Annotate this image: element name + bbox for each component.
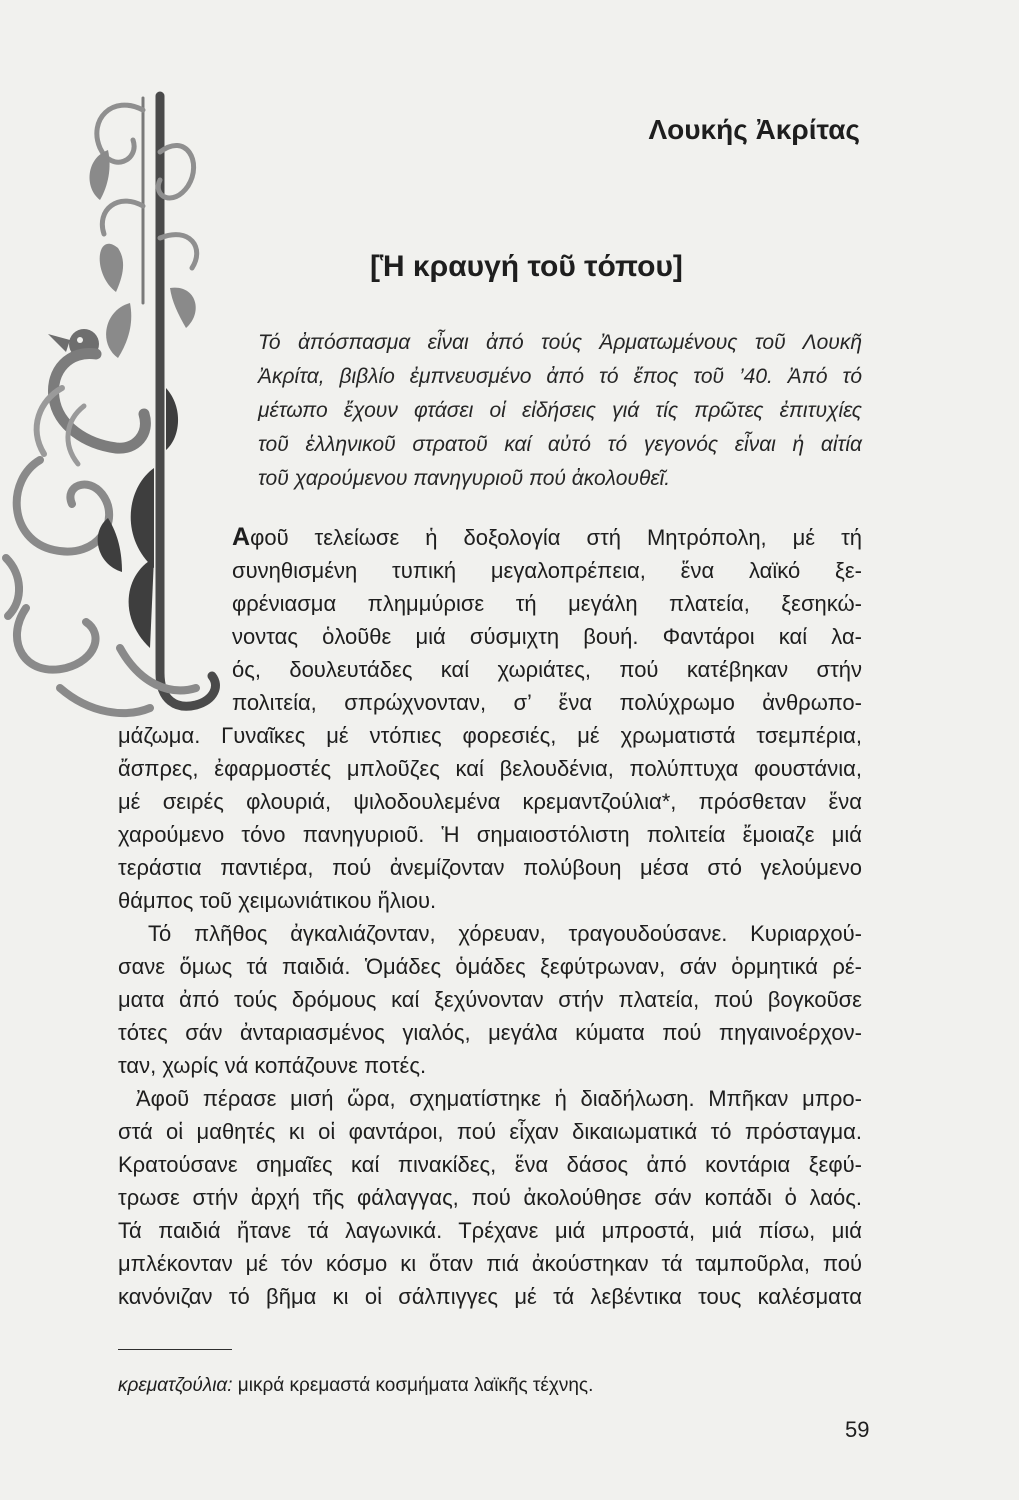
body-line: ός, δουλευτάδες καί χωριάτες, πού κατέβηκαν στήν [232,657,862,682]
body-line: Τό πλῆθος ἀγκαλιάζονταν, χόρευαν, τραγουδούσανε. Κυριαρχού- [148,921,862,946]
footnote [118,1372,593,1400]
drop-letter: Α [232,523,251,551]
body-line: ματα ἀπό τούς δρόμους καί ξεχύνονταν στήν πλατεία, πού βογκοῦσε [118,987,862,1012]
body-line: τότες σάν ἀνταριασμένος γιαλός, μεγάλα κύματα πού πηγαινοέρχον- [118,1020,862,1045]
ornament-bird [37,329,146,464]
running-head: Λουκής Ἀκρίτας [648,114,860,145]
body-line: ταν, χωρίς νά κοπάζουνε ποτές. [118,1053,427,1078]
body-line: χαρούμενο τόνο πανηγυριοῦ. Ἡ σημαιοστόλιστη πολιτεία ἔμοιαζε μιά [118,822,862,847]
body-line-opening [118,521,862,554]
intro-line: Ἀκρίτα, βιβλίο ἐμπνευσμένο ἀπό τό ἔπος τοῦ ’40. Ἀπό τό [258,365,862,388]
ornament-top-scrolls [97,105,197,268]
body-line: κανόνιζαν τό βῆμα κι οἱ σάλπιγγες μέ τά λεβέντικα τους καλέσματα [118,1284,862,1309]
body-text [118,521,862,1313]
body-line: νοντας ὁλοῦθε μιά σύσμιχτη βουή. Φαντάροι καί λα- [232,624,862,649]
body-line: ἄσπρες, ἐφαρμοστές μπλοῦζες καί βελουδένια, πολύπτυχα φουστάνια, [118,756,862,781]
body-line: Τά παιδιά ἤτανε τά λαγωνικά. Τρέχανε μιά μπροστά, μιά πίσω, μιά [118,1218,862,1243]
body-line: μπλέκονταν μέ τόν κόσμο κι ὅταν πιά ἀκούστηκαν τά ταμποῦρλα, πού [118,1251,862,1276]
footnote-rule [118,1349,232,1350]
body-line: μάζωμα. Γυναῖκες μέ ντόπιες φορεσιές, μέ χρωματιστά τσεμπέρια, [118,723,862,748]
body-paragraph [118,1082,862,1313]
page-number: 59 [845,1417,870,1442]
body-line: Ἀφοῦ πέρασε μισή ὥρα, σχηματίστηκε ἡ διαδήλωση. Μπῆκαν μπρο- [136,1086,862,1111]
opening-line-rest: φοῦ τελείωσε ἡ δοξολογία στή Μητρόπολη, μέ τή [250,525,862,550]
body-paragraph [118,521,862,917]
body-paragraph [118,917,862,1082]
body-line: σανε ὅμως τά παιδιά. Ὁμάδες ὁμάδες ξεφύτρωναν, σάν ὁρμητικά ρέ- [118,954,862,979]
body-line: μέ σειρές φλουριά, ψιλοδουλεμένα κρεμαντζούλια*, πρόσθεταν ἕνα [118,789,862,814]
footnote-term: κρεματζούλια: [118,1375,233,1396]
body-line: πολιτεία, σπρώχνονταν, σ’ ἕνα πολύχρωμο ἀνθρωπο- [232,690,862,715]
body-line: φρένιασμα πλημμύρισε τή μεγάλη πλατεία, ξεσηκώ- [232,591,862,616]
intro-line: τοῦ χαρούμενου πανηγυριοῦ πού ἀκολουθεῖ. [258,467,671,490]
footnote-definition: μικρά κρεμαστά κοσμήματα λαϊκῆς τέχνης. [232,1375,594,1396]
intro-line: τοῦ ἑλληνικοῦ στρατοῦ καί αὐτό τό γεγονός εἶναι ἡ αἰτία [258,433,862,456]
body-line: τρωσε στήν ἀρχή τῆς φάλαγγας, πού ἀκολούθησε σάν κοπάδι ὁ λαός. [118,1185,862,1210]
body-line: τεράστια παντιέρα, πού ἀνεμίζονταν πολύβουη μέσα στό γελούμενο [118,855,862,880]
intro-paragraph [258,326,862,496]
body-line: συνηθισμένη τυπική μεγαλοπρέπεια, ἕνα λαϊκό ξε- [232,558,862,583]
body-line: θάμπος τοῦ χειμωνιάτικου ἥλιου. [118,888,437,913]
body-line: Κρατούσανε σημαῖες καί πινακίδες, ἕνα δάσος ἀπό κοντάρια ξεφύ- [118,1152,862,1177]
section-title: [Ἡ κραυγή τοῦ τόπου] [370,250,683,283]
intro-line: μέτωπο ἔχουν φτάσει οἱ εἰδήσεις γιά τίς πρῶτες ἐπιτυχίες [258,399,862,422]
body-line: στά οἱ μαθητές κι οἱ φαντάροι, πού εἶχαν δικαιωματικά τό πρόσταγμα. [118,1119,862,1144]
intro-line: Τό ἀπόσπασμα εἶναι ἀπό τούς Ἀρματωμένους τοῦ Λουκῆ [258,331,862,354]
